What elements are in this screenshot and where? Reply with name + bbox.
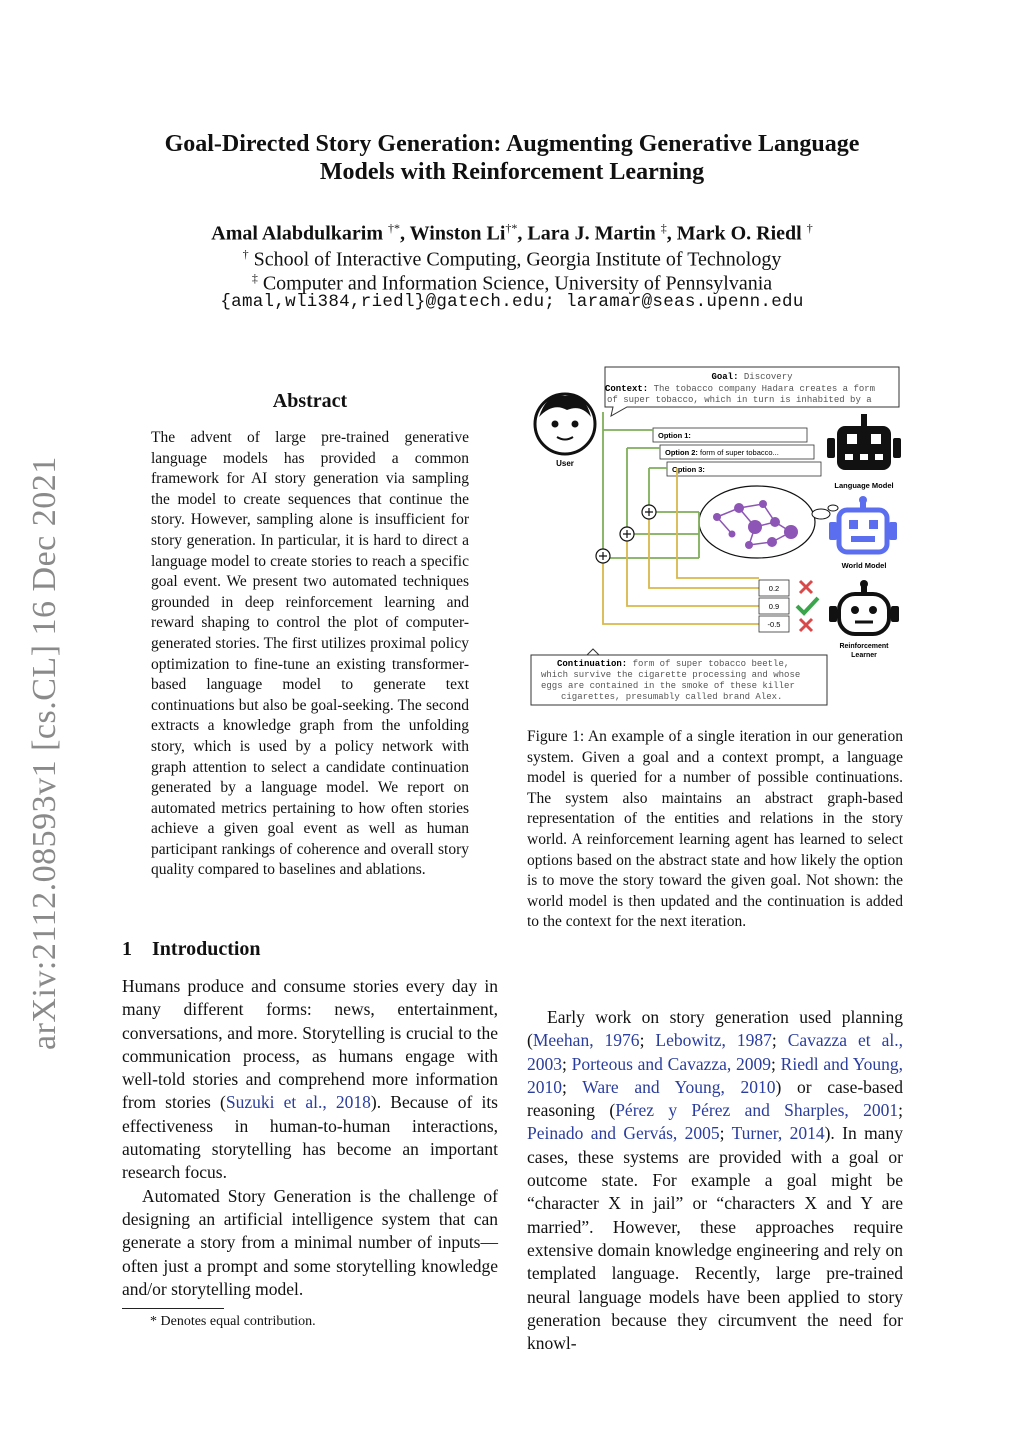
- language-model-label: Language Model: [834, 481, 894, 490]
- section-title: Introduction: [152, 938, 261, 960]
- author-mark: †*: [387, 221, 400, 235]
- figure-caption: Figure 1: An example of a single iteration in our generation system. Given a goal and a context prompt, a language model is queried for a number of possible continuations. The system also maintains an abstract graph-based representation of the entities and relations in the story world. A reinforcement learning agent has learned to select options based on the abstract state and how likely the option is to move the story toward the given goal. Not shown: the world model is then updated and the continuation is added to the context for the next iteration.: [527, 728, 903, 931]
- intro-paragraph-1: [122, 975, 498, 1185]
- author-emails: {amal,wli384,riedl}@gatech.edu; laramar@seas.upenn.edu: [220, 292, 804, 312]
- paragraph-text: ;: [562, 1053, 572, 1074]
- world-model-label: World Model: [841, 561, 887, 570]
- abstract-heading: Abstract: [272, 390, 348, 412]
- continuation-line-4: cigarettes, presumably called brand Alex.: [561, 692, 783, 702]
- paragraph-text: ;: [562, 1076, 583, 1097]
- paragraph-text: Humans produce and consume stories every day in many different forms: news, entertainment, conversations, and more. Storytelling is crucial to the communication process, as humans engage with well-told stories and comprehend more information from stories (: [122, 976, 498, 1113]
- figure-1: [527, 362, 907, 712]
- user-label: User: [556, 459, 574, 468]
- citation-link[interactable]: Porteous and Cavazza, 2009: [571, 1053, 772, 1074]
- user-icon: [535, 394, 595, 454]
- paragraph-text: ). In many cases, these systems are provided with a goal or outcome state. For example a goal might be “character X in jail” or “characters X and Y are married”. However, these approaches require extensive domain knowledge engineering and rely on templated language. Recently, large pre-trained neural language models have been applied to story generation because they circumvent the need for knowl-: [527, 1123, 903, 1354]
- citation-link[interactable]: Peinado and Gervás, 2005: [527, 1123, 720, 1144]
- rl-label-1: Reinforcement: [839, 643, 889, 650]
- reinforcement-learner-icon: [829, 580, 899, 634]
- citation-link[interactable]: Lebowitz, 1987: [655, 1030, 772, 1051]
- continuation-line-3: eggs are contained in the smoke of these killer: [541, 681, 795, 691]
- citation-link[interactable]: Cavazza et al., 2003: [527, 1030, 903, 1074]
- paragraph-text: ) or case-based reasoning (: [527, 1076, 904, 1121]
- score-boxes: [759, 580, 789, 632]
- paragraph-text: ;: [771, 1053, 781, 1074]
- paragraph-text: ;: [898, 1100, 903, 1121]
- goal-line: [711, 372, 793, 382]
- footnote: * Denotes equal contribution.: [150, 1314, 316, 1329]
- knowledge-graph-cloud: [699, 486, 838, 558]
- paper-title: [100, 130, 924, 186]
- rl-label-2: Learner: [851, 652, 877, 659]
- author-name: Mark O. Riedl: [676, 222, 802, 245]
- citation-link[interactable]: Riedl and Young, 2010: [527, 1053, 903, 1097]
- continuation-text: form of super tobacco beetle,: [632, 659, 790, 669]
- score-marks: [797, 581, 818, 631]
- paragraph-text: ;: [771, 1030, 788, 1051]
- continuation-line-1: [557, 659, 789, 669]
- citation-link[interactable]: Turner, 2014: [731, 1123, 825, 1144]
- author-mark: †*: [505, 221, 518, 235]
- citation-link[interactable]: Pérez y Pérez and Sharples, 2001: [615, 1100, 899, 1121]
- score-2: 0.9: [768, 602, 780, 611]
- arxiv-stamp: arXiv:2112.08593v1 [cs.CL] 16 Dec 2021: [26, 456, 63, 1050]
- author-mark: ‡: [660, 221, 667, 235]
- title-line-1: Goal-Directed Story Generation: Augmenting Generative Language: [164, 131, 860, 157]
- option-3-label: Option 3:: [672, 465, 705, 474]
- paragraph-text: ). Because of its effectiveness in human-to-human interactions, automating storytelling has become an important research focus.: [122, 1092, 498, 1183]
- context-text: The tobacco company Hadara creates a form: [653, 384, 876, 394]
- score-3: -0.5: [767, 620, 781, 629]
- intro-paragraph-2: Automated Story Generation is the challenge of designing an artificial intelligence system that can generate a story from a minimal number of inputs—often just a prompt and some storytelling knowledge and/or storytelling model.: [122, 1185, 498, 1299]
- intro-body: [122, 975, 498, 1301]
- title-line-2: Models with Reinforcement Learning: [319, 159, 705, 185]
- goal-value: Discovery: [743, 372, 793, 382]
- world-model-icon: [829, 496, 897, 552]
- context-line-2: of super tobacco, which in turn is inhabited by a: [607, 395, 872, 405]
- right-column-body: [527, 1006, 903, 1355]
- option-1-label: Option 1:: [658, 431, 691, 440]
- affiliation-mark: †: [242, 247, 249, 261]
- author-name: Amal Alabdulkarim: [211, 222, 383, 245]
- continuation-line-2: which survive the cigarette processing and whose: [541, 670, 801, 680]
- language-model-icon: [827, 414, 901, 470]
- citation-link[interactable]: Suzuki et al., 2018: [225, 1092, 371, 1113]
- affiliation-mark: ‡: [251, 271, 258, 285]
- context-label: Context:: [605, 384, 649, 394]
- citation-link[interactable]: Ware and Young, 2010: [582, 1076, 776, 1097]
- reject-icon: [800, 581, 812, 593]
- section-heading-introduction: [122, 938, 261, 961]
- affiliation-text: Computer and Information Science, University of Pennsylvania: [262, 272, 773, 295]
- checkmark-icon: [797, 598, 818, 613]
- author-list: Amal Alabdulkarim †*, Winston Li†*, Lara J. Martin ‡, Mark O. Riedl †: [211, 221, 813, 245]
- score-1: 0.2: [768, 584, 780, 593]
- option-2-label: Option 2:: [665, 448, 698, 457]
- author-name: Winston Li: [409, 222, 506, 245]
- reject-icon: [800, 619, 812, 631]
- citation-link[interactable]: Meehan, 1976: [532, 1030, 640, 1051]
- paragraph-text: Early work on story generation used planning (: [527, 1007, 903, 1051]
- author-name: Lara J. Martin: [527, 222, 656, 245]
- author-mark: †: [806, 221, 813, 235]
- section-number: 1: [122, 938, 132, 960]
- context-line-1: [605, 384, 875, 394]
- affiliation-text: School of Interactive Computing, Georgia Institute of Technology: [253, 248, 782, 271]
- footnote-rule: [122, 1308, 224, 1309]
- paragraph-text: ;: [639, 1030, 656, 1051]
- option-2-line: [665, 448, 779, 457]
- goal-label: Goal:: [711, 372, 739, 382]
- paragraph-text: ;: [719, 1123, 732, 1144]
- option-2-text: form of super tobacco...: [700, 448, 779, 457]
- continuation-label: Continuation:: [557, 659, 628, 669]
- abstract-body: The advent of large pre-trained generative language models has provided a common framework for AI story generation via sampling the model to create sequences that continue the story. However, sampling alone is insufficient for story generation. In particular, it is hard to direct a language model to create stories to reach a specific goal event. We present two automated techniques grounded in deep reinforcement learning and reward shaping to control the plot of computer-generated stories. The first utilizes proximal policy optimization to fine-tune an existing transformer-based language model to generate text continuations but also be goal-seeking. The second extracts a knowledge graph from the unfolding story, which is used by a policy network with graph attention to select a candidate continuation generated by a language model. We report on automated metrics pertaining to how often stories achieve a given goal event as well as human participant rankings of coherence and overall story quality compared to baselines and ablations.: [151, 429, 469, 879]
